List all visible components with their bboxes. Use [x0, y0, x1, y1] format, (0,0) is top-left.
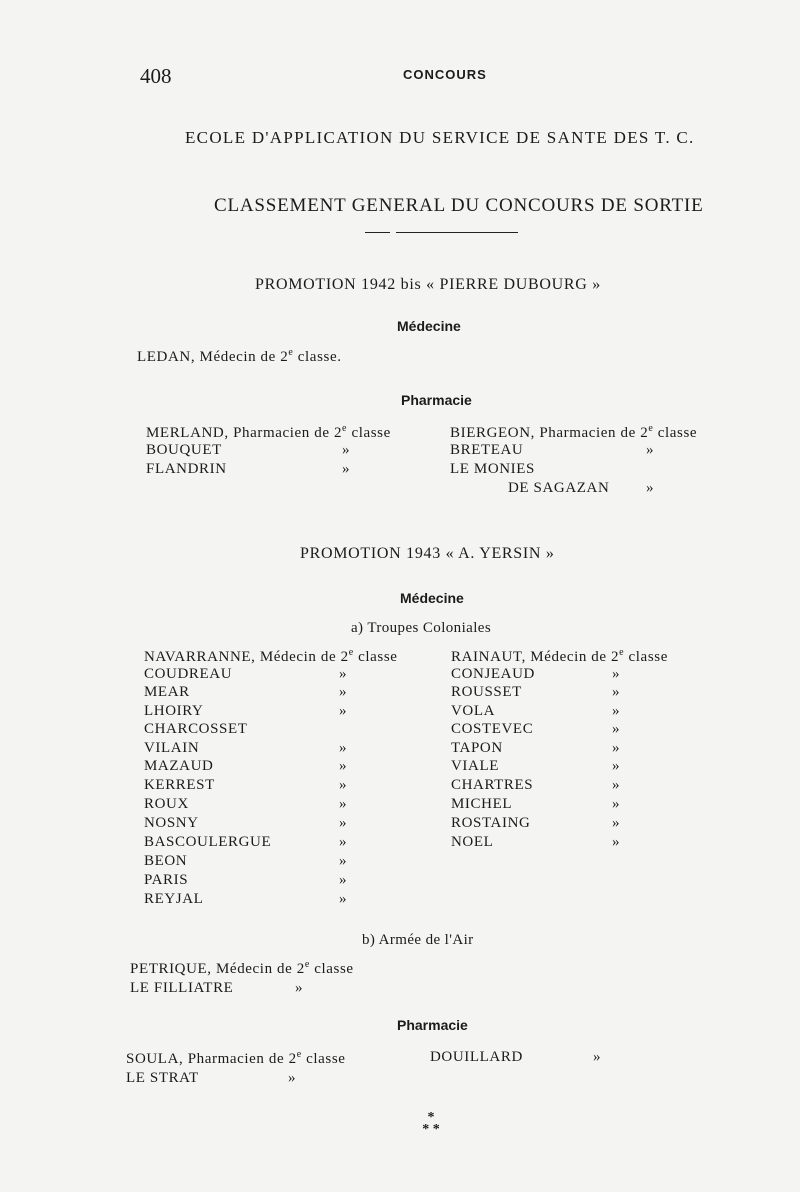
- list-item: VILAIN: [144, 740, 200, 756]
- armee-de-l-air-subheading: b) Armée de l'Air: [362, 932, 474, 948]
- ditto-mark: »: [612, 796, 621, 812]
- ditto-mark: »: [612, 740, 621, 756]
- list-item: MAZAUD: [144, 758, 214, 774]
- ditto-mark: »: [612, 777, 621, 793]
- list-item: NAVARRANNE, Médecin de 2e classe: [144, 647, 398, 665]
- list-item: LHOIRY: [144, 703, 204, 719]
- medecine-heading-1943: Médecine: [400, 590, 464, 606]
- ditto-mark: »: [339, 796, 348, 812]
- list-item: LE FILLIATRE: [130, 980, 234, 996]
- ditto-mark: »: [612, 721, 621, 737]
- ditto-mark: »: [339, 815, 348, 831]
- title-rule-short: [365, 232, 390, 233]
- list-item: LE MONIES: [450, 461, 535, 477]
- list-item: NOEL: [451, 834, 494, 850]
- ditto-mark: »: [339, 758, 348, 774]
- ditto-mark: »: [612, 666, 621, 682]
- list-item: SOULA, Pharmacien de 2e classe: [126, 1049, 346, 1067]
- list-item: VOLA: [451, 703, 496, 719]
- list-item: VIALE: [451, 758, 499, 774]
- list-item: BIERGEON, Pharmacien de 2e classe: [450, 423, 698, 441]
- list-item: TAPON: [451, 740, 503, 756]
- ditto-mark: »: [612, 758, 621, 774]
- list-item: LE STRAT: [126, 1070, 199, 1086]
- ditto-mark: »: [288, 1070, 297, 1086]
- page-number: 408: [140, 64, 172, 88]
- list-item: KERREST: [144, 777, 215, 793]
- list-item: DOUILLARD: [430, 1049, 523, 1065]
- list-item: DE SAGAZAN: [508, 480, 610, 496]
- ditto-mark: »: [612, 834, 621, 850]
- list-item: FLANDRIN: [146, 461, 227, 477]
- list-item: CHARCOSSET: [144, 721, 248, 737]
- ditto-mark: »: [339, 740, 348, 756]
- ditto-mark: »: [646, 442, 655, 458]
- list-item: PETRIQUE, Médecin de 2e classe: [130, 959, 354, 977]
- title-rule-long: [396, 232, 518, 233]
- ditto-mark: »: [646, 480, 655, 496]
- list-item: BASCOULERGUE: [144, 834, 272, 850]
- list-item: CONJEAUD: [451, 666, 535, 682]
- list-item: BOUQUET: [146, 442, 222, 458]
- pharmacie-heading-1942: Pharmacie: [401, 392, 472, 408]
- ditto-mark: »: [339, 666, 348, 682]
- school-heading: ECOLE D'APPLICATION DU SERVICE DE SANTE DES T. C.: [185, 128, 695, 147]
- list-item: RAINAUT, Médecin de 2e classe: [451, 647, 668, 665]
- list-item: MICHEL: [451, 796, 513, 812]
- ditto-mark: »: [612, 703, 621, 719]
- page-title: CLASSEMENT GENERAL DU CONCOURS DE SORTIE: [214, 195, 704, 216]
- list-item: NOSNY: [144, 815, 199, 831]
- list-item: CHARTRES: [451, 777, 534, 793]
- list-item: ROUX: [144, 796, 189, 812]
- list-item: MEAR: [144, 684, 190, 700]
- list-item: BRETEAU: [450, 442, 524, 458]
- promotion-1943-heading: PROMOTION 1943 « A. YERSIN »: [300, 545, 555, 562]
- ditto-mark: »: [339, 872, 348, 888]
- ditto-mark: »: [339, 891, 348, 907]
- ditto-mark: »: [593, 1049, 602, 1065]
- ledan-entry: LEDAN, Médecin de 2e classe.: [137, 347, 342, 365]
- list-item: COSTEVEC: [451, 721, 534, 737]
- ditto-mark: »: [339, 853, 348, 869]
- ditto-mark: »: [342, 442, 351, 458]
- ditto-mark: »: [339, 777, 348, 793]
- list-item: ROSTAING: [451, 815, 531, 831]
- ditto-mark: »: [295, 980, 304, 996]
- troupes-coloniales-subheading: a) Troupes Coloniales: [351, 620, 492, 636]
- medecine-heading-1942: Médecine: [397, 318, 461, 334]
- ditto-mark: »: [339, 703, 348, 719]
- ditto-mark: »: [339, 684, 348, 700]
- list-item: MERLAND, Pharmacien de 2e classe: [146, 423, 391, 441]
- pharmacie-heading-1943: Pharmacie: [397, 1017, 468, 1033]
- end-asterism: * * *: [422, 1110, 440, 1137]
- ditto-mark: »: [342, 461, 351, 477]
- list-item: REYJAL: [144, 891, 204, 907]
- ditto-mark: »: [612, 815, 621, 831]
- running-title: CONCOURS: [403, 67, 487, 82]
- list-item: PARIS: [144, 872, 189, 888]
- ditto-mark: »: [612, 684, 621, 700]
- list-item: ROUSSET: [451, 684, 522, 700]
- list-item: COUDREAU: [144, 666, 233, 682]
- list-item: BEON: [144, 853, 188, 869]
- ditto-mark: »: [339, 834, 348, 850]
- promotion-1942-heading: PROMOTION 1942 bis « PIERRE DUBOURG »: [255, 276, 601, 293]
